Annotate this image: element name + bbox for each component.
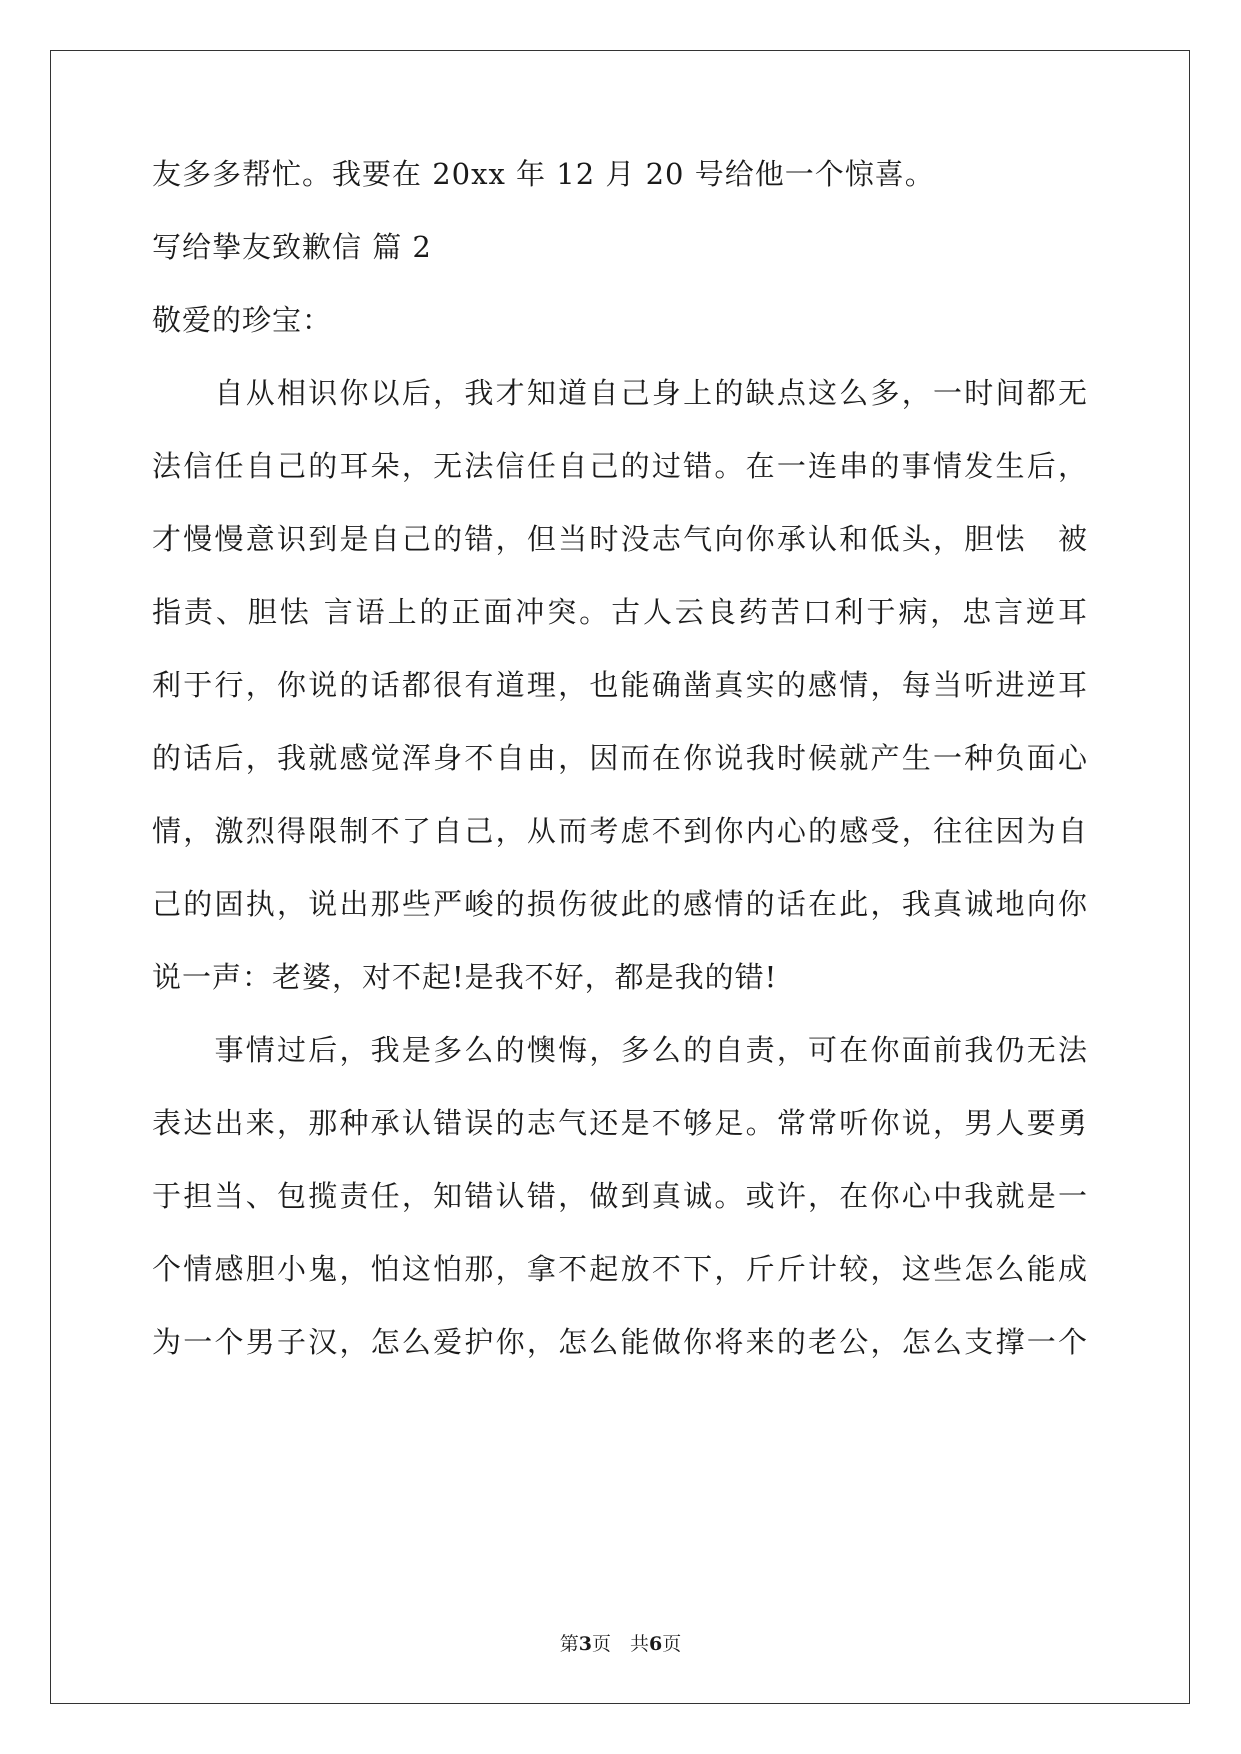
text-line: 法信任自己的耳朵，无法信任自己的过错。在一连串的事情发生后， — [152, 449, 1088, 483]
page-border — [50, 50, 1190, 1704]
text-line: 事情过后，我是多么的懊悔，多么的自责，可在你面前我仍无法 — [152, 1033, 1088, 1067]
current-page-number: 3 — [578, 1633, 592, 1655]
text-line: 友多多帮忙。我要在 20xx 年 12 月 20 号给他一个惊喜。 — [152, 157, 935, 191]
text-line: 己的固执，说出那些严峻的损伤彼此的感情的话在此，我真诚地向你 — [152, 887, 1088, 921]
salutation: 敬爱的珍宝： — [152, 303, 333, 337]
text-line: 为一个男子汉，怎么爱护你，怎么能做你将来的老公，怎么支撑一个 — [152, 1325, 1088, 1359]
text-line: 表达出来，那种承认错误的志气还是不够足。常常听你说，男人要勇 — [152, 1106, 1088, 1140]
footer-mid: 页 共 — [591, 1633, 649, 1655]
text-line: 情，激烈得限制不了自己，从而考虑不到你内心的感受，往往因为自 — [152, 814, 1088, 848]
text-line: 自从相识你以后，我才知道自己身上的缺点这么多，一时间都无 — [152, 376, 1088, 410]
page-footer — [0, 1632, 1241, 1656]
text-line: 指责、胆怯 言语上的正面冲突。古人云良药苦口利于病，忠言逆耳 — [152, 595, 1088, 629]
text-line: 个情感胆小鬼，怕这怕那，拿不起放不下，斤斤计较，这些怎么能成 — [152, 1252, 1088, 1286]
text-line: 才慢慢意识到是自己的错，但当时没志气向你承认和低头，胆怯 被 — [152, 522, 1088, 556]
text-line: 利于行，你说的话都很有道理，也能确凿真实的感情，每当听进逆耳 — [152, 668, 1088, 702]
text-line: 说一声：老婆，对不起!是我不好，都是我的错! — [152, 960, 778, 994]
text-line: 于担当、包揽责任，知错认错，做到真诚。或许，在你心中我就是一 — [152, 1179, 1088, 1213]
footer-suffix: 页 — [662, 1633, 682, 1655]
text-line: 的话后，我就感觉浑身不自由，因而在你说我时候就产生一种负面心 — [152, 741, 1088, 775]
total-page-number: 6 — [649, 1633, 663, 1655]
section-heading: 写给挚友致歉信 篇 2 — [152, 230, 432, 264]
footer-prefix: 第 — [559, 1633, 579, 1655]
